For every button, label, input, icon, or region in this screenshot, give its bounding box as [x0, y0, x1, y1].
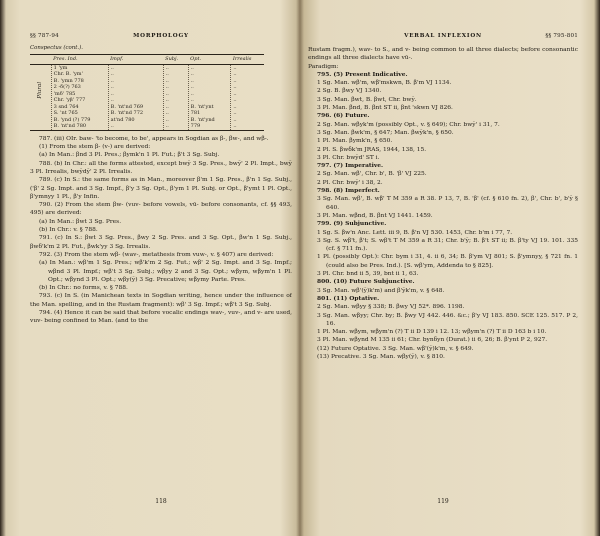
paragraph: 1 Pl. (possibly Opt.): Chr. bym i 31, 4. ii 6, 34; B. β'ym VJ 801; S. β'ymnyy, § 721 fn. 1 (could also be Pres. Ind.). [S. wβ'ym, Addenda to § 825]. [317, 254, 578, 269]
left-running-title: MORPHOLOGY [133, 33, 189, 39]
paragraph: 789. (c) In S.: the same forms as in Man., moreover β'm 1 Sg. Pres., β'n 1 Sg. Subj., ('β' 2 Sg. Impt. and 3 Sg. Impf., β'y 3 Sg. Opt., β'ym 1 Pl. Subj. or Opt., β'ymt 1 Pl. Opt., β'ymnyy 1 Pl., β'y Infin. [30, 177, 292, 200]
paragraph: 2 Sg. B. βwy VJ 1340. [317, 88, 382, 95]
paragraph: (b) In Chr.: v. § 788. [39, 227, 98, 234]
table-header-irrealis: Irrealis [231, 55, 264, 65]
paragraph: 3 Pl. Chr. bwỹd' ST i. [317, 154, 380, 161]
paragraph: 3 Sg. Man. βwt, B. βwt, Chr. bwỹ. [317, 96, 417, 103]
paragraph: 788. (b) In Chr.: all the forms attested, except bwỹ 3 Sg. Pres., bwỹ' 2 Pl. Impt., bwỹ 3 Pl. Irrealis, bwỹdỹ' 2 Pl. Irrealis. [30, 160, 292, 175]
paragraph: (12) Future Optative. 3 Sg. Man. wβ'(ỹ)k'm, v. § 649. [317, 345, 474, 352]
table-header-row [30, 55, 264, 65]
table-header-impf: Impf. [108, 55, 163, 65]
cell-pres: 1 'ym Chr. B. 'ym' B. 'ymn 778 2 -δ(?) 763 'mδ' 785 Chr. 'yβ' 777 3 snd 764 S. 'nt 765 B. 'ynd (?) 779 B. 'nt'nd 780 [51, 64, 108, 130]
right-paragraphs [308, 46, 578, 361]
right-page-number: 119 [437, 498, 449, 505]
paragraph: 790. (2) From the stem βw- (vuv- before vowels, vū- before consonants, cf. §§ 493, 495) are derived: [30, 202, 292, 217]
paragraph: 3 Sg. S. wβ't, β't; S. wβ't T M 359 a R 31; Chr. b'ỹ; B. β't ST ii; B. β'ty VJ 19. 101. 335 (cf. § 711 fn.). [317, 237, 578, 253]
paragraph: 3 Pl. Man. wβnd, B. βnt VJ 1441. 1459. [317, 212, 433, 219]
paragraph: (b) In Chr.: no forms, v. § 788. [39, 285, 128, 292]
paragraph: 3 Sg. Man. wβ', B. wβ' T M 359 a R 38. P 13, 7, B. 'β' (cf. § 610 fn. 2), β', Chr. b', b'ỹ § 640. [317, 196, 578, 211]
paragraph: 1 Sg. S. βw'n Anc. Lett. iii 9, B. β'n VJ 530. 1453, Chr. b'm i 77, 7. [317, 229, 513, 236]
paragraph: 2 Pl. Chr. bwỹ' i 38, 2. [317, 179, 383, 186]
left-paragraphs [30, 135, 292, 326]
paragraph: 3 Sg. Man. βwk'm, § 647; Man. βwỹk'n, § 650. [317, 129, 454, 136]
table-header-subj: Subj. [163, 55, 188, 65]
paragraph: 791. (c) In S.: βwt 3 Sg. Pres., βwy 2 Sg. Pres. and 3 Sg. Opt., βw'n 1 Sg. Subj., βwδ'k'm 2 Pl. Fut., βwk'yy 3 Sg. Irrealis. [30, 235, 292, 250]
paragraph: (a) In Man.: βnd 3 Pl. Pres.; βymk'n 1 Pl. Fut.; β't 3 Sg. Subj. [39, 152, 220, 159]
paragraph: 792. (3) From the stem wβ- (wav-, metathesis from vuw-, v. § 407) are derived: [39, 251, 274, 258]
paragraph: 2 Pl. S. βwδk'm JRAS, 1944, 138, 15. [317, 146, 427, 153]
paragraph: 795. (5) Present Indicative. [317, 70, 408, 78]
cell-irrealis: .. .. .. .. .. .. .. .. .. .. [231, 64, 264, 130]
paragraph: 2 Sg. Man. wβyy § 338; B. βwy VJ 52*. 896. 1198. [317, 304, 465, 311]
paragraph: 2 Sg. Man. wβyk'm (possibly Opt., v. § 649); Chr. bwỹ' i 31, 7. [317, 121, 500, 128]
paragraph: 1 Pl. Man. wβym, wβym'n (?) T ii D 139 i 12. 13; wβym'n (?) T ii D 163 b i 10. [317, 329, 547, 336]
table-row [30, 64, 264, 130]
paragraph: Paradigm: [308, 63, 339, 70]
right-page [308, 0, 578, 536]
right-section-range: §§ 795-801 [545, 33, 578, 39]
paragraph: 3 Sg. Man. wβyy; Chr. by; B. βwy VJ 442. 446. &c.; β'y VJ 183. 850. SCE 125. 517. P 2, 16. [317, 312, 578, 327]
left-body [30, 44, 292, 326]
left-page-number: 118 [155, 498, 167, 505]
table-header-blank [30, 55, 51, 65]
paragraph: (a) In Man.: βwt 3 Sg. Pres. [39, 218, 122, 225]
left-running-head [30, 33, 292, 43]
paragraph: 1 Pl. Man. βymk'n, § 650. [317, 138, 393, 145]
cell-impf: .. .. .. .. .. .. B. 'nt'nd 769 B. 'nt'nd 772 at'nd 780 .. [108, 64, 163, 130]
cell-opt: .. .. .. .. .. .. B. 'nt'ynt 781 B. 'nt'ynd 779 [188, 64, 231, 130]
paragraph: 787. (iii) OIr. baw- 'to become, to be', appears in Sogdian as β-, βw-, and wβ-. [39, 135, 269, 142]
row-label-plural: Plural [37, 81, 44, 99]
cell-subj: .. .. .. .. .. .. .. .. .. .. [163, 64, 188, 130]
paragraph: 798. (8) Imperfect. [317, 187, 380, 195]
paragraph: 794. (4) Hence it can be said that before vocalic endings wav-, vuv-, and v- are used, vuv- being confined to Man. (and to the [30, 310, 292, 325]
left-section-range: §§ 787-94 [30, 33, 59, 39]
paragraph: 3 Pl. Man. βnd, B. βnt ST ii, βnt 'skwn VJ 826. [317, 105, 453, 112]
paragraph: 793. (c) In S. (in Manichean texts in Sogdian writing, hence under the influence of the Man. spelling, and in the Rustam fragment): wβ' 3 Sg. Impf.; wβ't 3 Sg. Subj. [30, 293, 292, 308]
paragraph: 3 Pl. Chr. bnd ii 5, 39, bnt ii 1, 63. [317, 271, 419, 278]
conspectus-table [30, 54, 264, 131]
right-body [308, 46, 578, 361]
paragraph: 1 Sg. Man. wβ'm, wβ'mskwn, B. β'm VJ 1134. [317, 80, 452, 87]
paragraph: Rustam fragm.), wav- to S., and v- being common to all three dialects; before consonantic endings all three dialects have vū-. [308, 47, 578, 62]
left-page [30, 0, 292, 536]
paragraph: (a) In Man.: wβ'm 1 Sg. Pres.; wβ'k'm 2 Sg. Fut.; wβ' 2 Sg. Impt. and 3 Sg. Impf.; wβnd 3 Pl. Impf.; wβ't 3 Sg. Subj.; wβyy 2 and 3 Sg. Opt.; wβym, wβym'n 1 Pl. Opt.; wβynd 3 Pl. Opt.; wβy(ỹ) 3 Sg. Precative; wβymy Parte. Pres. [39, 260, 292, 283]
paragraph: (13) Precative. 3 Sg. Man. wβy(ỹ), v. § 810. [317, 353, 445, 360]
paragraph: 2 Sg. Man. wβ', Chr. b', B. 'β' VJ 225. [317, 171, 427, 178]
paragraph: 800. (10) Future Subjunctive. [317, 278, 415, 286]
paragraph: 3 Sg. Man. wβ'(ỹ)k'm) and β'ỹk'm, v. § 648. [317, 287, 445, 294]
right-running-head [308, 33, 578, 43]
paragraph: 797. (7) Imperative. [317, 162, 384, 170]
paragraph: 796. (6) Future. [317, 112, 370, 120]
right-running-title: VERBAL INFLEXION [404, 33, 482, 39]
table-header-pres: Pres. Ind. [51, 55, 108, 65]
table-header-opt: Opt. [188, 55, 231, 65]
paragraph: 799. (9) Subjunctive. [317, 220, 387, 228]
paragraph: 801. (11) Optative. [317, 294, 380, 302]
paragraph: (1) From the stem β- (v-) are derived: [39, 144, 151, 151]
row-label-cell [30, 64, 51, 130]
paragraph: 3 Pl. Man. wβynd M 135 ii 61; Chr. bynδyn (Durat.) ii 6, 26; B. β'ynt P 2, 927. [317, 337, 548, 344]
conspectus-caption: Conspectus (cont.). [30, 45, 83, 51]
